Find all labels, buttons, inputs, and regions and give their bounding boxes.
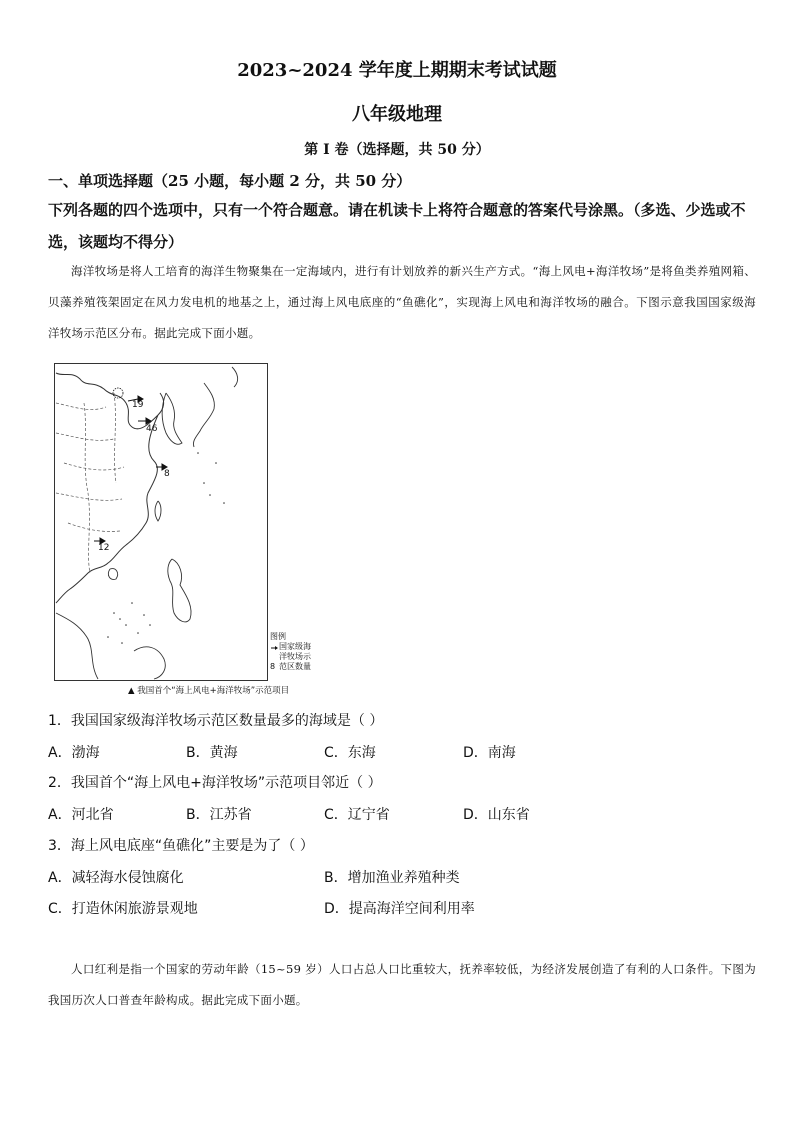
question-1-option-b[interactable]: B．黄海 (186, 745, 238, 761)
question-3-option-b[interactable]: B．增加渔业养殖种类 (324, 870, 460, 886)
question-2-option-c[interactable]: C．辽宁省 (324, 807, 390, 823)
map-drawing (54, 363, 268, 681)
question-2-option-a[interactable]: A．河北省 (48, 807, 114, 823)
question-2-option-b[interactable]: B．江苏省 (186, 807, 252, 823)
passage-demographic-dividend: 人口红利是指一个国家的劳动年龄（15~59 岁）人口占总人口比重较大，抚养率较低，为经济发展创造了有利的人口条件。下图为我国历次人口普查年龄构成。据此完成下面小题。 (48, 962, 756, 1007)
ocean-ranch-map (54, 363, 268, 681)
question-1-option-c[interactable]: C．东海 (324, 745, 376, 761)
question-1-option-a[interactable]: A．渤海 (48, 745, 100, 761)
question-1-stem: 1．我国国家级海洋牧场示范区数量最多的海域是（ ） (48, 713, 384, 729)
passage-ocean-ranch: 海洋牧场是将人工培育的海洋生物聚集在一定海域内，进行有计划放养的新兴生产方式。“海上风电+海洋牧场”是将鱼类养殖网箱、贝藻养殖筏架固定在风力发电机的地基之上，通过海上风电底座的“鱼礁化”，实现海上风电和海洋牧场的融合。下图示意我国国家级海洋牧场示范区分布。据此完成下面小题。 (48, 264, 756, 340)
subject-title: 八年级地理 (352, 104, 442, 125)
map-label-east-sea: 8 (164, 469, 170, 479)
legend-line-3: 范区数量 (279, 662, 311, 671)
legend-line-2: 洋牧场示 (279, 652, 311, 661)
section-heading: 一、单项选择题（25 小题，每小题 2 分，共 50 分） (48, 172, 412, 190)
question-3-option-a[interactable]: A．减轻海水侵蚀腐化 (48, 870, 184, 886)
map-caption: ▲ 我国首个“海上风电+海洋牧场”示范项目 (128, 686, 290, 696)
legend-item (270, 642, 320, 672)
exam-title: 2023~2024 学年度上期期末考试试题 (237, 60, 557, 81)
map-label-yellow-sea: 46 (146, 424, 158, 434)
map-legend (270, 632, 320, 672)
section-instruction: 下列各题的四个选项中，只有一个符合题意。请在机读卡上将符合题意的答案代号涂黑。（多选、少选或不选，该题均不得分） (48, 201, 746, 251)
question-2-option-d[interactable]: D．山东省 (463, 807, 530, 823)
legend-sample-value: 8 (270, 662, 276, 671)
legend-title: 图例 (270, 632, 286, 641)
question-3-option-d[interactable]: D．提高海洋空间利用率 (324, 901, 475, 917)
map-label-south-sea: 12 (98, 543, 110, 553)
question-2-stem: 2．我国首个“海上风电+海洋牧场”示范项目邻近（ ） (48, 775, 382, 791)
question-3-stem: 3．海上风电底座“鱼礁化”主要是为了（ ） (48, 838, 314, 854)
question-3-option-c[interactable]: C．打造休闲旅游景观地 (48, 901, 198, 917)
legend-line-1: 国家级海 (279, 642, 311, 651)
map-label-bohai: 19 (132, 400, 144, 410)
question-1-option-d[interactable]: D．南海 (463, 745, 516, 761)
volume-title: 第 I 卷（选择题，共 50 分） (304, 142, 490, 158)
